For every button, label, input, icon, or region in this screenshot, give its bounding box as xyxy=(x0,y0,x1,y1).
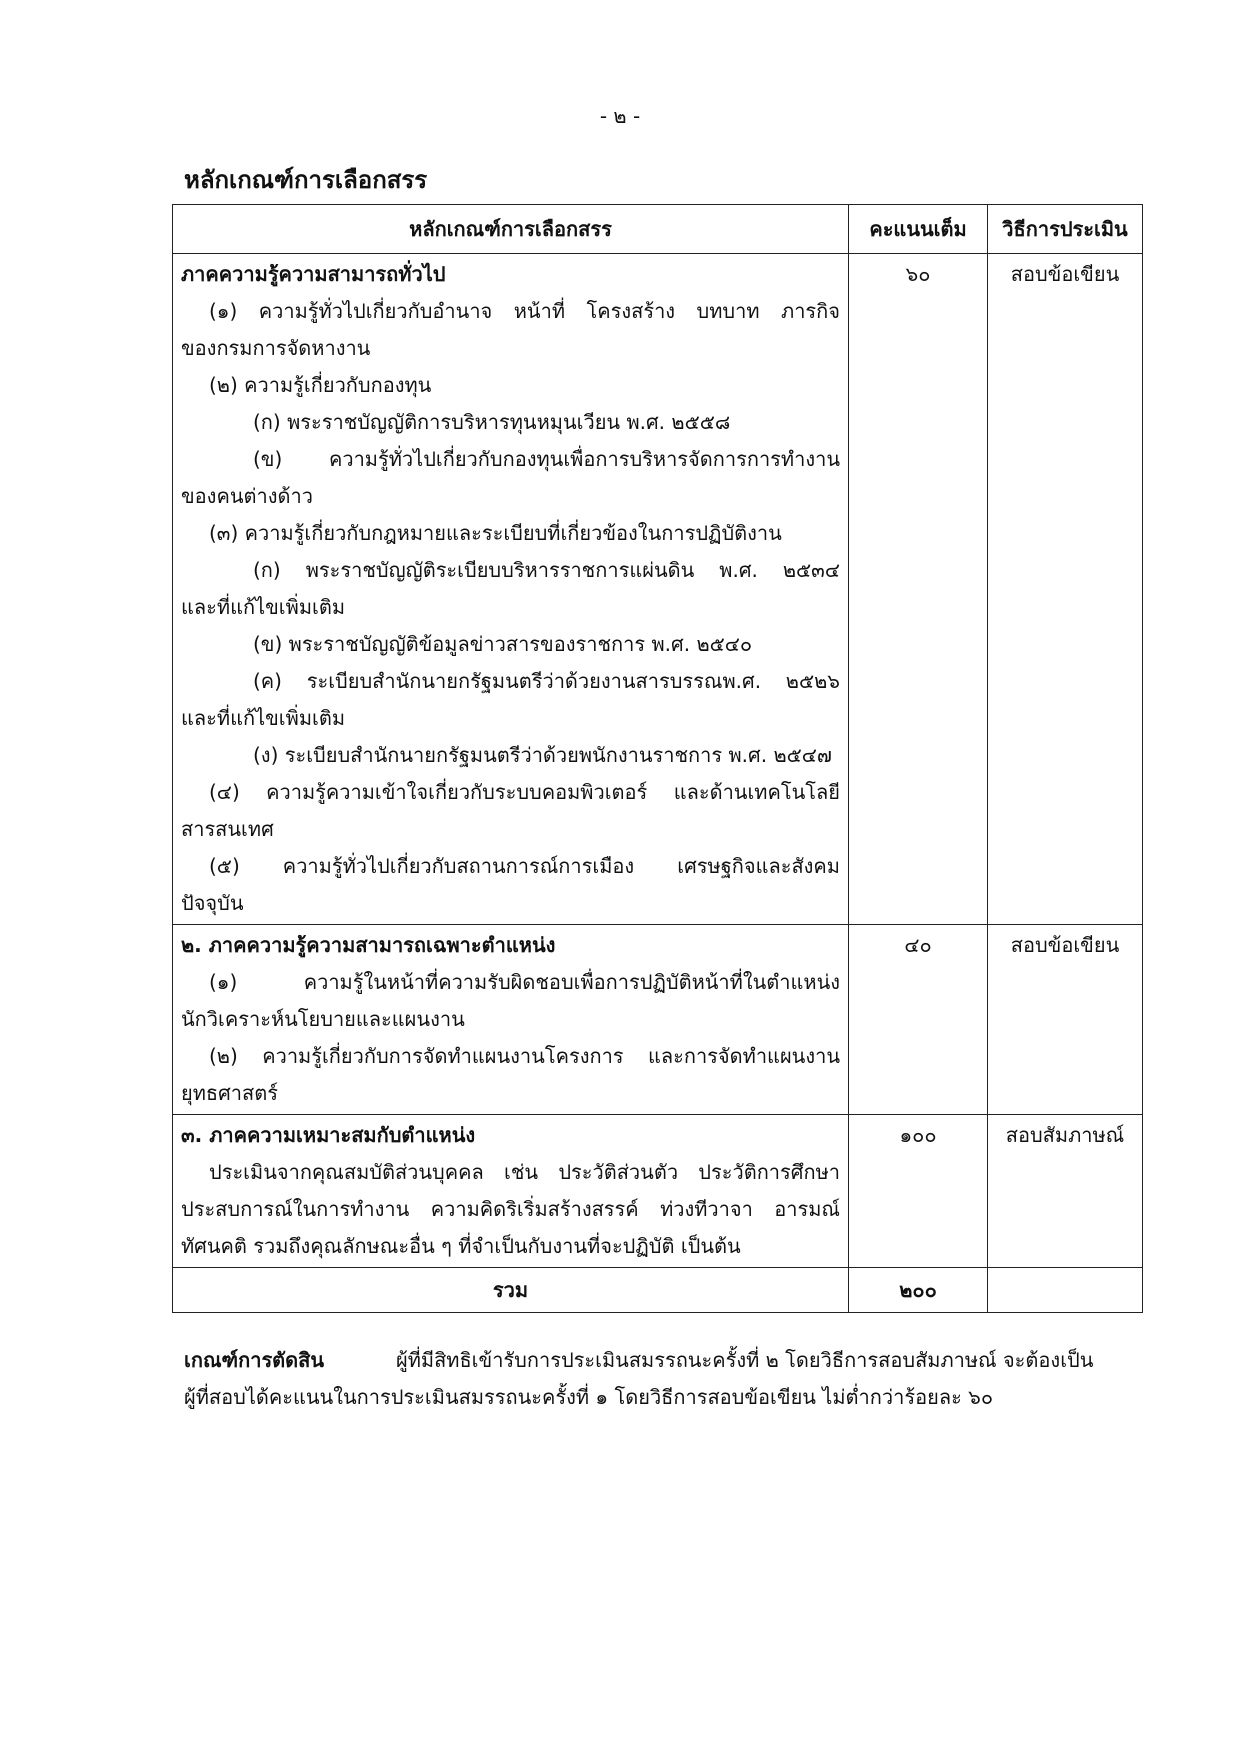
part3-line: ประสบการณ์ในการทำงาน ความคิดริเริ่มสร้างสรรค์ ท่วงทีวาจา อารมณ์ xyxy=(181,1197,840,1221)
part1-line: ของคนต่างด้าว xyxy=(181,484,313,508)
part2-score: ๔๐ xyxy=(849,925,988,1115)
part1-line: (ข) ความรู้ทั่วไปเกี่ยวกับกองทุนเพื่อการบริหารจัดการการทำงาน xyxy=(253,447,840,471)
part2-line: (๒) ความรู้เกี่ยวกับการจัดทำแผนงานโครงการ และการจัดทำแผนงาน xyxy=(209,1044,840,1068)
header-criteria: หลักเกณฑ์การเลือกสรร xyxy=(173,205,849,254)
part2-criteria-cell xyxy=(173,925,849,1115)
decision-line2: ผู้ที่สอบได้คะแนนในการประเมินสมรรถนะครั้งที่ ๑ โดยวิธีการสอบข้อเขียน ไม่ต่ำกว่าร้อยละ ๖๐ xyxy=(184,1385,994,1409)
part1-line: (ค) ระเบียบสำนักนายกรัฐมนตรีว่าด้วยงานสารบรรณพ.ศ. ๒๕๒๖ xyxy=(253,669,840,693)
part3-line: ประเมินจากคุณสมบัติส่วนบุคคล เช่น ประวัติส่วนตัว ประวัติการศึกษา xyxy=(209,1160,840,1184)
total-label: รวม xyxy=(173,1268,849,1313)
total-method-empty xyxy=(988,1268,1143,1313)
part1-line: (๔) ความรู้ความเข้าใจเกี่ยวกับระบบคอมพิวเตอร์ และด้านเทคโนโลยี xyxy=(209,780,840,804)
part1-score: ๖๐ xyxy=(849,254,988,925)
part2-line: (๑) ความรู้ในหน้าที่ความรับผิดชอบเพื่อการปฏิบัติหน้าที่ในตำแหน่ง xyxy=(209,970,840,994)
page-number: - ๒ - xyxy=(599,104,641,128)
part1-line: และที่แก้ไขเพิ่มเติม xyxy=(181,595,346,619)
part2-line: นักวิเคราะห์นโยบายและแผนงาน xyxy=(181,1007,465,1031)
part1-line: (ง) ระเบียบสำนักนายกรัฐมนตรีว่าด้วยพนักงานราชการ พ.ศ. ๒๕๔๗ xyxy=(253,743,832,767)
part1-title: ภาคความรู้ความสามารถทั่วไป xyxy=(181,262,446,286)
header-full-score: คะแนนเต็ม xyxy=(849,205,988,254)
decision-criteria xyxy=(184,1342,1124,1416)
table-row-total xyxy=(173,1268,1143,1313)
part1-line: (ก) พระราชบัญญัติการบริหารทุนหมุนเวียน พ.ศ. ๒๕๕๘ xyxy=(253,410,731,434)
table-row-part1 xyxy=(173,254,1143,925)
part2-method: สอบข้อเขียน xyxy=(988,925,1143,1115)
part3-criteria-cell xyxy=(173,1115,849,1268)
part1-line: (ข) พระราชบัญญัติข้อมูลข่าวสารของราชการ พ.ศ. ๒๕๔๐ xyxy=(253,632,753,656)
part2-line: ยุทธศาสตร์ xyxy=(181,1081,278,1105)
part1-method: สอบข้อเขียน xyxy=(988,254,1143,925)
table-row-part2 xyxy=(173,925,1143,1115)
section-heading: หลักเกณฑ์การเลือกสรร xyxy=(184,166,428,194)
part1-criteria-cell xyxy=(173,254,849,925)
part1-line: (ก) พระราชบัญญัติระเบียบบริหารราชการแผ่นดิน พ.ศ. ๒๕๓๔ xyxy=(253,558,840,582)
table-row-part3 xyxy=(173,1115,1143,1268)
part1-line: ของกรมการจัดหางาน xyxy=(181,336,371,360)
part1-line: สารสนเทศ xyxy=(181,817,274,841)
part1-line: และที่แก้ไขเพิ่มเติม xyxy=(181,706,346,730)
part3-score: ๑๐๐ xyxy=(849,1115,988,1268)
header-method: วิธีการประเมิน xyxy=(988,205,1143,254)
part1-line: (๒) ความรู้เกี่ยวกับกองทุน xyxy=(209,373,432,397)
table-header-row xyxy=(173,205,1143,254)
part1-line: (๕) ความรู้ทั่วไปเกี่ยวกับสถานการณ์การเมือง เศรษฐกิจและสังคม xyxy=(209,854,840,878)
part1-line: (๓) ความรู้เกี่ยวกับกฎหมายและระเบียบที่เกี่ยวข้องในการปฏิบัติงาน xyxy=(209,521,782,545)
decision-label: เกณฑ์การตัดสิน xyxy=(184,1348,325,1372)
decision-line1 xyxy=(184,1342,1124,1379)
decision-text-1: ผู้ที่มีสิทธิเข้ารับการประเมินสมรรถนะครั้งที่ ๒ โดยวิธีการสอบสัมภาษณ์ จะต้องเป็น xyxy=(396,1348,1094,1372)
part1-line: ปัจจุบัน xyxy=(181,891,244,915)
part2-title: ๒. ภาคความรู้ความสามารถเฉพาะตำแหน่ง xyxy=(181,933,556,957)
criteria-table xyxy=(172,204,1143,1313)
part1-line: (๑) ความรู้ทั่วไปเกี่ยวกับอำนาจ หน้าที่ โครงสร้าง บทบาท ภารกิจ xyxy=(209,299,840,323)
part3-method: สอบสัมภาษณ์ xyxy=(988,1115,1143,1268)
total-score: ๒๐๐ xyxy=(849,1268,988,1313)
part3-line: ทัศนคติ รวมถึงคุณลักษณะอื่น ๆ ที่จำเป็นกับงานที่จะปฏิบัติ เป็นต้น xyxy=(181,1234,741,1258)
part3-title: ๓. ภาคความเหมาะสมกับตำแหน่ง xyxy=(181,1123,476,1147)
